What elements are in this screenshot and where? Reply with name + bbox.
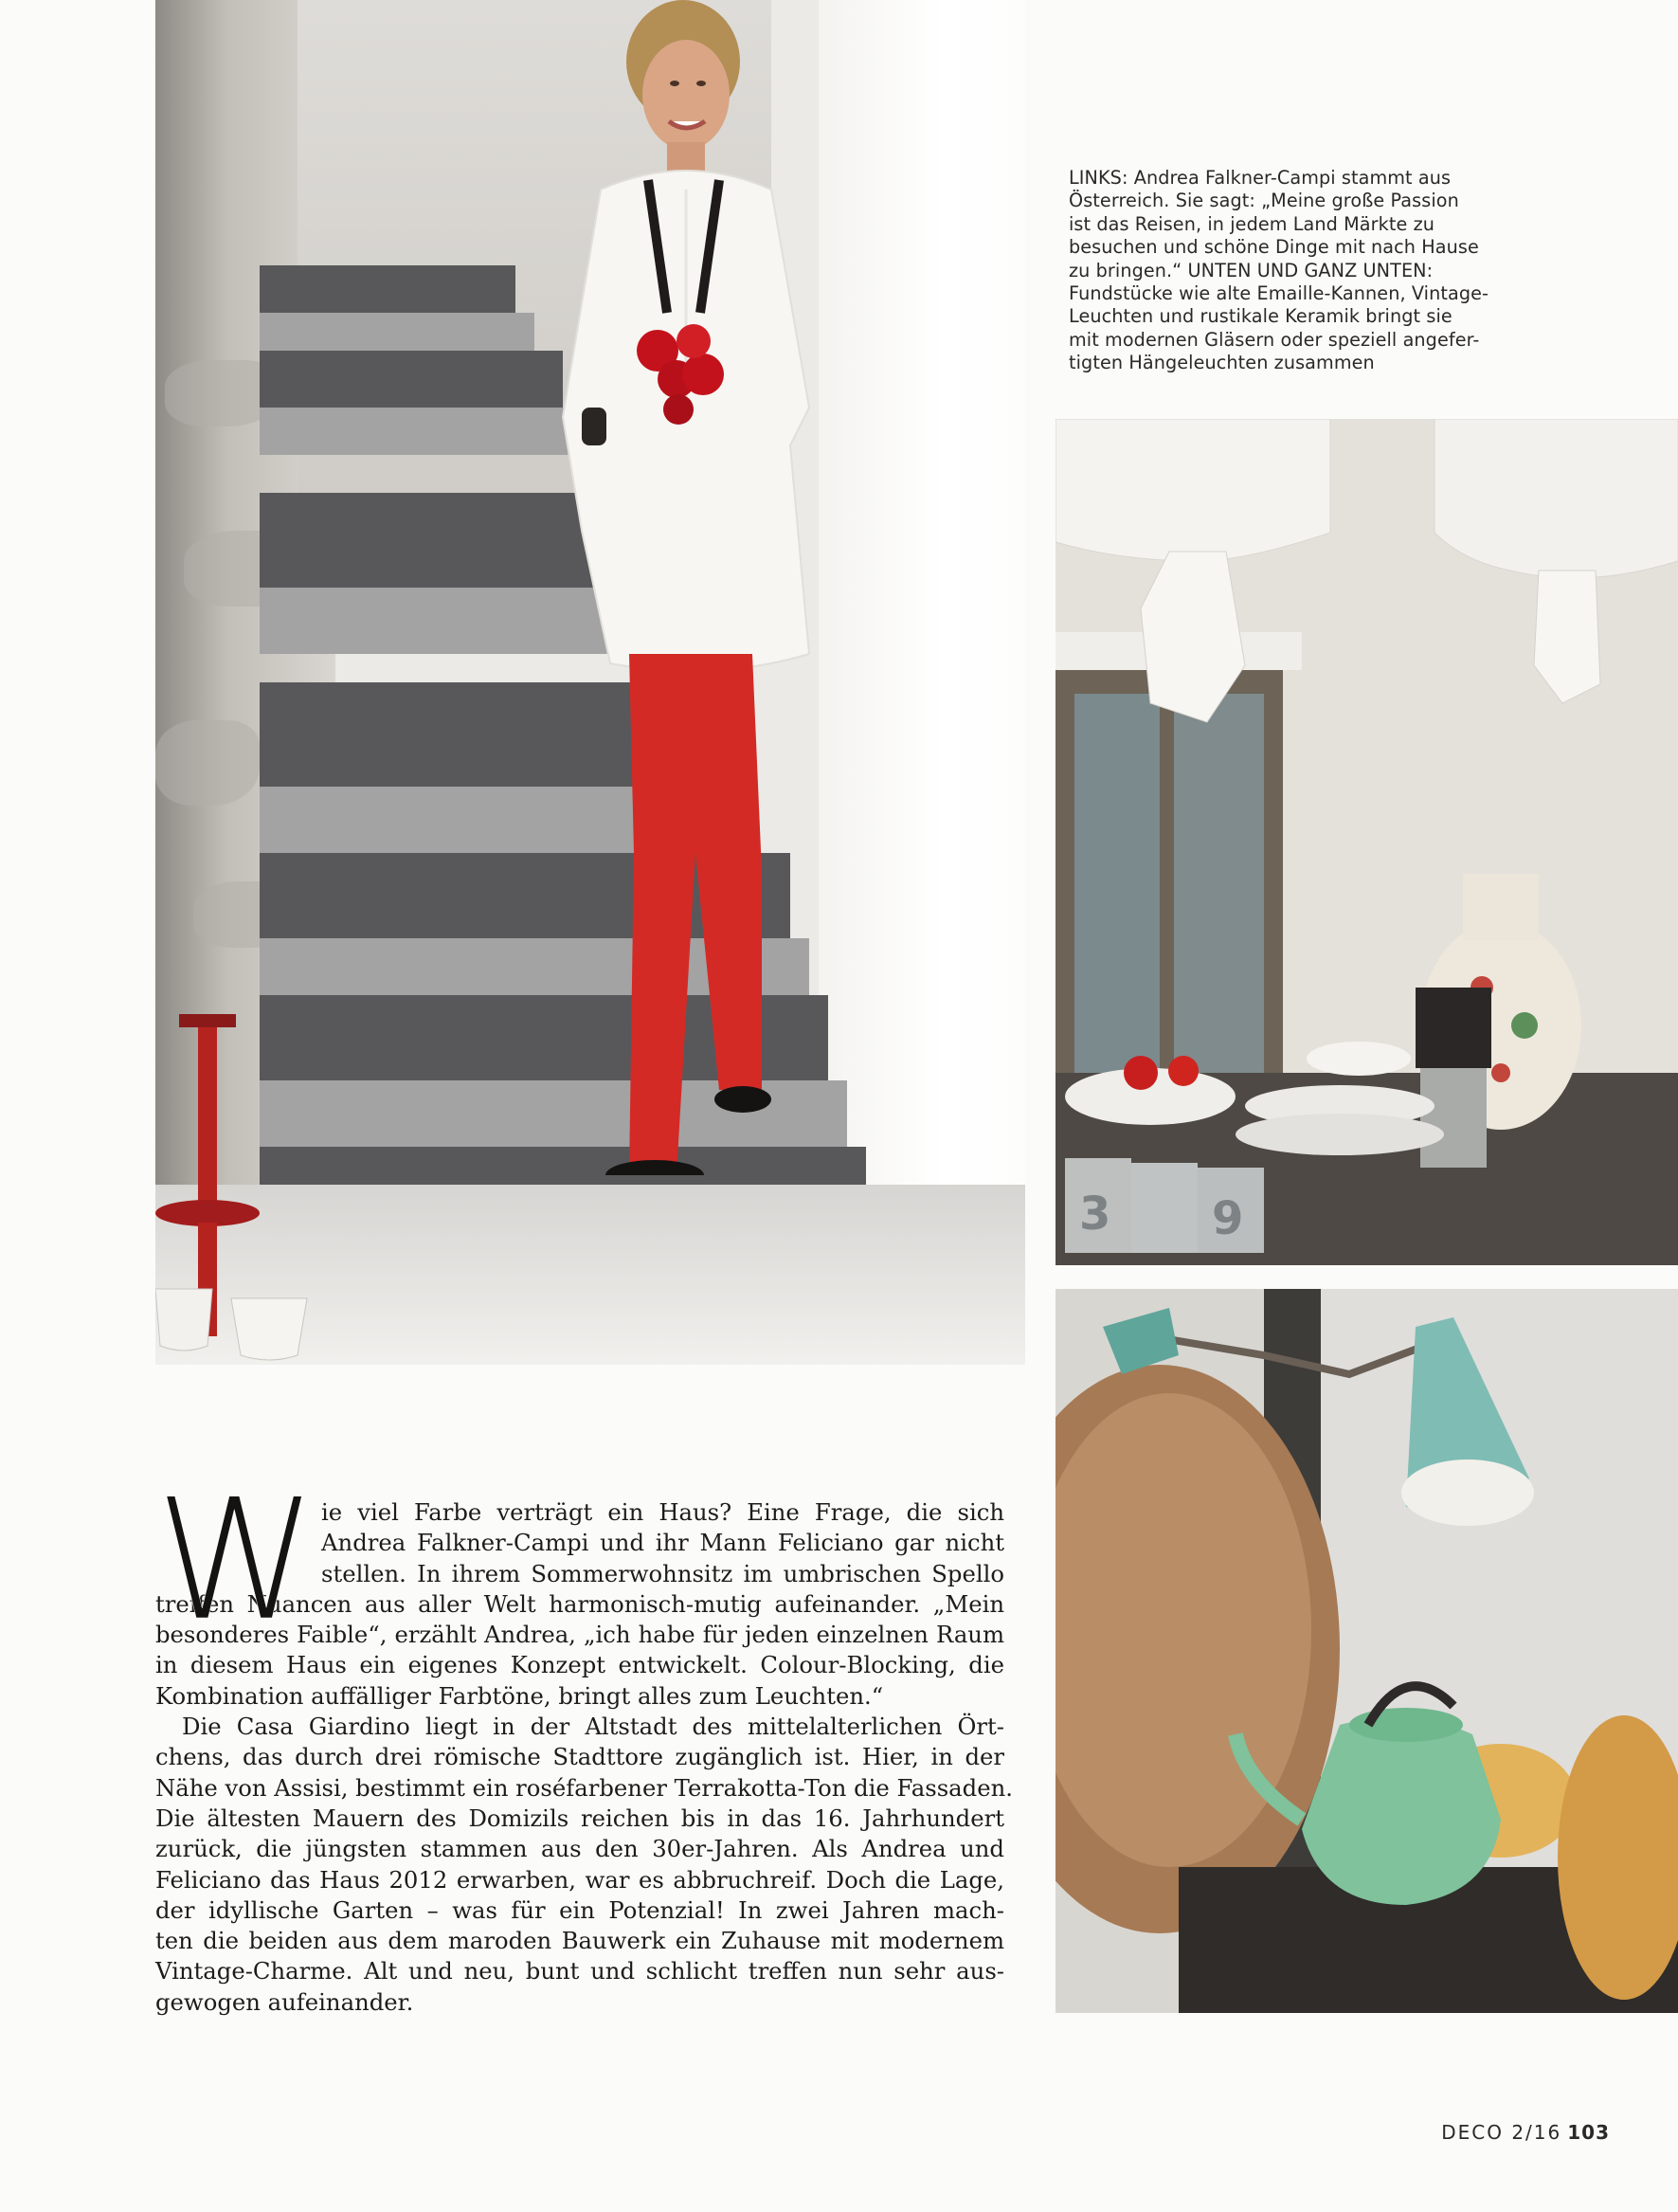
stair-step	[260, 351, 563, 408]
article-line: Kombination auffälliger Farbtöne, bringt alles zum Leuchten.“	[155, 1681, 884, 1710]
caption-line: Fundstücke wie alte Emaille-Kannen, Vintage-	[1069, 282, 1489, 305]
article-line: Vintage-Charme. Alt und neu, bunt und schlicht treffen nun sehr aus-	[155, 1957, 1004, 1985]
glass-number: 9	[1212, 1192, 1244, 1245]
article-line: in diesem Haus ein eigenes Konzept entwickelt. Colour-Blocking, die	[155, 1651, 1004, 1679]
stair-step	[260, 265, 515, 313]
teapot-scene	[1056, 1289, 1678, 2013]
article-line: ie viel Farbe verträgt ein Haus? Eine Frage, die sich	[321, 1498, 1004, 1526]
white-cups	[155, 1279, 326, 1365]
article-line: Feliciano das Haus 2012 erwarben, war es abbruchreif. Doch die Lage,	[155, 1865, 1004, 1894]
photo-caption	[1069, 167, 1489, 375]
woman-figure	[525, 0, 838, 1175]
article-line: chens, das durch drei römische Stadttore zugänglich ist. Hier, in der	[155, 1743, 1004, 1771]
photo-lamp-and-teapots	[1056, 1289, 1678, 2013]
article-line: stellen. In ihrem Sommerwohnsitz im umbrischen Spello	[321, 1559, 1004, 1587]
caption-line: LINKS: Andrea Falkner-Campi stammt aus	[1069, 167, 1452, 189]
article-line: besonderes Faible“, erzählt Andrea, „ich habe für jeden einzelnen Raum	[155, 1621, 1004, 1649]
glass-number: 3	[1079, 1188, 1111, 1241]
caption-line: zu bringen.“ UNTEN UND GANZ UNTEN:	[1069, 259, 1434, 281]
article-line: ten die beiden aus dem maroden Bauwerk ein Zuhause mit modernem	[155, 1927, 1004, 1955]
caption-line: mit modernen Gläsern oder speziell angefer-	[1069, 328, 1480, 351]
article-body	[155, 1463, 1013, 2018]
stair-step	[260, 313, 534, 351]
article-line: Die ältesten Mauern des Domizils reichen bis in das 16. Jahrhundert	[155, 1804, 1004, 1832]
article-line: treffen Nuancen aus aller Welt harmonisch-mutig aufeinander. „Mein	[155, 1589, 1004, 1618]
caption-line: ist das Reisen, in jedem Land Märkte zu	[1069, 212, 1435, 235]
article-line: zurück, die jüngsten stammen aus den 30er-Jahren. Als Andrea und	[155, 1835, 1004, 1863]
caption-line: tigten Hängeleuchten zusammen	[1069, 352, 1375, 374]
article-line: Andrea Falkner-Campi und ihr Mann Feliciano gar nicht	[321, 1529, 1004, 1557]
photo-pendant-lamps-table	[1056, 419, 1678, 1265]
caption-line: besuchen und schöne Dinge mit nach Hause	[1069, 236, 1479, 259]
photo-woman-on-staircase	[155, 0, 1025, 1365]
caption-line: Leuchten und rustikale Keramik bringt sie	[1069, 305, 1452, 328]
drop-cap: W	[155, 1463, 317, 1658]
magazine-issue: DECO 2/16	[1441, 2121, 1562, 2144]
page-number: 103	[1567, 2121, 1610, 2144]
wall-stone	[155, 720, 260, 806]
article-line: gewogen aufeinander.	[155, 1987, 414, 2016]
page-folio	[1441, 2121, 1610, 2144]
caption-line: Österreich. Sie sagt: „Meine große Passion	[1069, 190, 1459, 212]
table-scene	[1056, 419, 1678, 1265]
article-line: Nähe von Assisi, bestimmt ein roséfarbener Terrakotta-Ton die Fassaden.	[155, 1773, 1013, 1802]
article-line: Die Casa Giardino liegt in der Altstadt des mittelalterlichen Ört-	[182, 1713, 1004, 1741]
article-line: der idyllische Garten – was für ein Potenzial! In zwei Jahren mach-	[155, 1895, 1004, 1924]
